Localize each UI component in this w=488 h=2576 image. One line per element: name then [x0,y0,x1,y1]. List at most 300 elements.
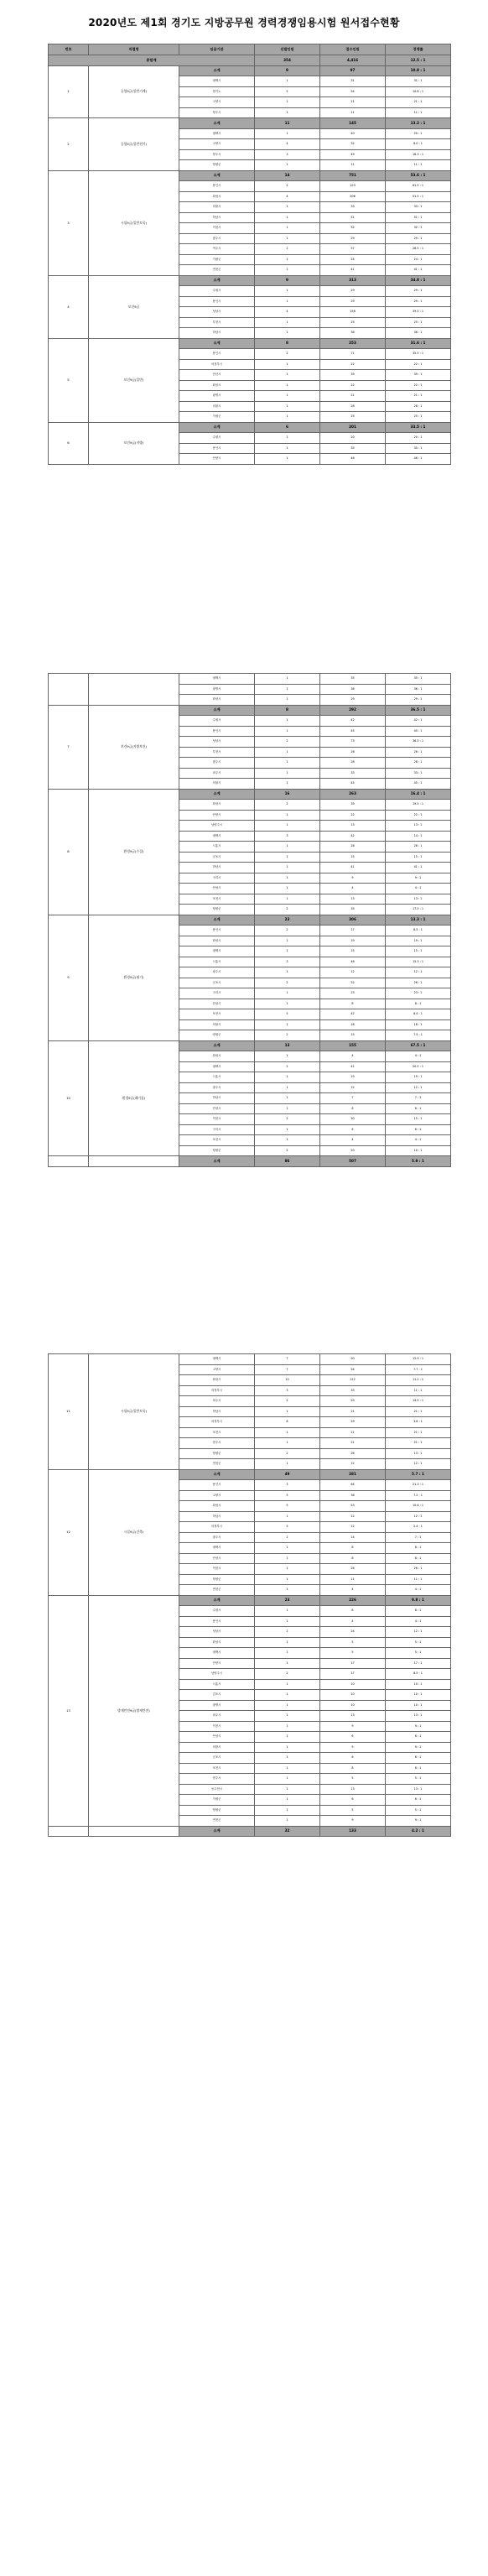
agency-cell: 소계 [179,789,255,800]
agency-cell: 안양시 [179,454,255,465]
selected-cell: 1 [255,821,320,832]
agency-cell: 하남시 [179,1511,255,1522]
agency-cell: 평택시 [179,946,255,957]
selected-cell: 1 [255,999,320,1009]
selected-cell: 23 [255,1595,320,1606]
selected-cell: 1 [255,758,320,769]
agency-cell: 양평군 [179,1145,255,1156]
ratio-cell: 15 : 1 [386,1114,451,1125]
agency-cell: 가평군 [179,412,255,423]
table-row [49,789,451,800]
selected-cell: 8 [255,338,320,349]
ratio-cell: 34.8 : 1 [386,275,451,286]
ratio-cell: 5.9 : 1 [386,1156,451,1167]
agency-cell: 성남시 [179,307,255,318]
applied-cell: 206 [320,191,386,202]
selected-cell: 1 [255,894,320,905]
applied-cell: 8 [320,1543,386,1554]
agency-cell: 연천군 [179,1816,255,1827]
selected-cell: 8 [255,1417,320,1428]
total-label: 총합계 [49,55,255,66]
agency-cell: 양평군 [179,905,255,915]
applied-cell: 158 [320,307,386,318]
ratio-cell: 14 : 1 [386,831,451,842]
group-number: 5 [49,338,89,422]
applied-cell: 29 [320,1396,386,1407]
ratio-cell: 39 : 1 [386,370,451,381]
ratio-cell: 28.5 : 1 [386,244,451,255]
selected-cell: 4 [255,139,320,150]
agency-cell: 소계 [179,1595,255,1606]
ratio-cell: 4 : 1 [386,1585,451,1596]
group-number: 7 [49,705,89,789]
column-header: 임용기관 [179,44,255,55]
ratio-cell: 33.5 : 1 [386,422,451,433]
ratio-cell: 14.5 : 1 [386,1396,451,1407]
ratio-cell: 26 : 1 [386,747,451,758]
agency-cell: 고양시 [179,1364,255,1375]
column-header: 접수인원 [320,44,386,55]
applied-cell: 29 [320,695,386,706]
applied-cell: 10 [320,1700,386,1711]
agency-cell: 소계 [179,118,255,129]
selected-cell: 1 [255,1093,320,1104]
selected-cell: 1 [255,810,320,821]
agency-cell: 의정부시 [179,1522,255,1533]
selected-cell: 7 [255,1354,320,1365]
applied-cell: 15 [320,946,386,957]
position-name: 환경9급(폐기물) [89,1040,179,1156]
applied-cell: 9 [320,1721,386,1732]
applied-cell: 28 [320,401,386,412]
agency-cell: 화성시 [179,1501,255,1512]
applied-cell: 13 [320,1784,386,1795]
ratio-cell: 31.6 : 1 [386,338,451,349]
selected-cell: 1 [255,1753,320,1764]
ratio-cell: 11 : 1 [386,107,451,118]
ratio-cell: 8 : 1 [386,1763,451,1774]
applied-cell: 22 [320,380,386,391]
ratio-cell: 13 : 1 [386,1784,451,1795]
ratio-cell: 51 : 1 [386,212,451,223]
ratio-cell: 39.5 : 1 [386,307,451,318]
agency-cell: 소계 [179,338,255,349]
table-row [49,338,451,349]
agency-cell: 여주시 [179,244,255,255]
selected-cell: 1 [255,160,320,171]
selected-cell: 2 [255,244,320,255]
applied-cell: 15 [320,1030,386,1041]
ratio-cell: 22 : 1 [386,810,451,821]
ratio-cell: 11.2 : 1 [386,1375,451,1386]
ratio-cell: 7.7 : 1 [386,1364,451,1375]
selected-cell: 10 [255,1375,320,1386]
ratio-cell: 36.5 : 1 [386,705,451,716]
selected-cell: 1 [255,1763,320,1774]
applied-cell: 28 [320,842,386,853]
agency-cell: 소계 [179,705,255,716]
ratio-cell: 26 : 1 [386,1564,451,1575]
ratio-cell: 10 : 1 [386,1145,451,1156]
applied-cell: 12 [320,1459,386,1470]
ratio-cell: 31 : 1 [386,76,451,87]
ratio-cell: 21 : 1 [386,391,451,402]
table-page-1 [48,44,450,465]
agency-cell: 소계 [179,170,255,181]
applied-cell: 507 [320,1156,386,1167]
applied-cell: 11 [320,160,386,171]
table-row [49,118,451,129]
agency-cell: 안성시 [179,999,255,1009]
agency-cell: 수원시 [179,716,255,727]
ratio-cell: 4 : 1 [386,1616,451,1627]
selected-cell: 1 [255,988,320,999]
applied-cell: 4 [320,1616,386,1627]
applied-cell: 13 [320,894,386,905]
selected-cell: 1 [255,76,320,87]
applied-cell: 6 [320,1103,386,1114]
agency-cell: 구리시 [179,1124,255,1135]
selected-cell: 8 [255,705,320,716]
applied-cell: 15 [320,852,386,863]
applied-cell: 5 [320,1774,386,1785]
applied-cell: 21 [320,1427,386,1438]
selected-cell: 2 [255,1030,320,1041]
applied-cell: 26 [320,747,386,758]
selected-cell: 1 [255,936,320,946]
ratio-cell: 17.5 : 1 [386,905,451,915]
selected-cell: 49 [255,1469,320,1480]
ratio-cell: 42 : 1 [386,716,451,727]
ratio-cell: 12 : 1 [386,1627,451,1638]
selected-cell: 2 [255,1532,320,1543]
selected-cell: 9 [255,275,320,286]
applied-cell: 33 [320,768,386,779]
ratio-cell: 35 : 1 [386,443,451,454]
selected-cell: 1 [255,1606,320,1617]
applied-cell: 263 [320,789,386,800]
selected-cell: 1 [255,884,320,894]
ratio-cell: 7 : 1 [386,1532,451,1543]
agency-cell: 의왕시 [179,401,255,412]
agency-cell: 구리시 [179,988,255,999]
applied-cell: 36 [320,1490,386,1501]
agency-cell: 하남시 [179,863,255,873]
table-page-2 [48,673,450,1167]
ratio-cell: 41 : 1 [386,265,451,276]
agency-cell: 부천시 [179,317,255,328]
table-page-3 [48,1353,450,1837]
selected-cell: 5 [255,1009,320,1020]
selected-cell: 11 [255,118,320,129]
applied-cell: 32 [320,139,386,150]
group-number: 13 [49,1595,89,1826]
position-name: 시설9급(일반토목) [89,1354,179,1470]
applied-cell: 19 [320,936,386,946]
agency-cell: 소계 [179,65,255,76]
agency-cell: 의왕시 [179,1742,255,1753]
ratio-cell: 26 : 1 [386,978,451,988]
agency-cell: 포천시 [179,1427,255,1438]
selected-cell: 5 [255,1501,320,1512]
ratio-cell: 29 : 1 [386,286,451,297]
applied-cell: 33 [320,202,386,213]
agency-cell: 고양시 [179,1490,255,1501]
agency-cell: 남양주시 [179,1669,255,1680]
selected-cell: 1 [255,443,320,454]
ratio-cell: 28 : 1 [386,842,451,853]
ratio-cell: 33 : 1 [386,768,451,779]
selected-cell: 1 [255,1679,320,1690]
selected-cell: 1 [255,254,320,265]
applied-cell: 24 [320,254,386,265]
ratio-cell: 13 : 1 [386,1711,451,1722]
column-header: 직렬명 [89,44,179,55]
applied-cell: 155 [320,1040,386,1051]
agency-cell: 안성시 [179,884,255,894]
applied-cell: 4 [320,1585,386,1596]
ratio-cell: 45 : 1 [386,726,451,737]
table-row [49,1595,451,1606]
agency-cell: 이천시 [179,223,255,234]
group-number: 6 [49,422,89,464]
position-name [89,1156,179,1167]
ratio-cell: 2.4 : 1 [386,1522,451,1533]
ratio-cell: 6 : 1 [386,1795,451,1806]
applied-cell: 71 [320,349,386,360]
applied-cell: 12 [320,967,386,978]
selected-cell: 1 [255,1511,320,1522]
status-table [48,44,451,465]
agency-cell: 광주시 [179,1532,255,1543]
ratio-cell: 6 : 1 [386,1753,451,1764]
selected-cell: 1 [255,380,320,391]
ratio-cell: 32 : 1 [386,223,451,234]
applied-cell: 10 [320,1679,386,1690]
table-row [49,275,451,286]
table-row [49,1354,451,1365]
applied-cell: 4 [320,884,386,894]
selected-cell: 1 [255,1658,320,1669]
applied-cell: 21 [320,97,386,108]
selected-cell: 86 [255,1156,320,1167]
applied-cell: 41 [320,863,386,873]
selected-cell: 2 [255,1145,320,1156]
applied-cell: 21 [320,391,386,402]
selected-cell: 1 [255,1774,320,1785]
agency-cell: 하남시 [179,1093,255,1104]
applied-cell: 17 [320,1658,386,1669]
applied-cell: 6 [320,1124,386,1135]
ratio-cell: 7.2 : 1 [386,1490,451,1501]
ratio-cell: 8.0 : 1 [386,139,451,150]
ratio-cell: 5 : 1 [386,1774,451,1785]
ratio-cell: 19.5 : 1 [386,800,451,811]
agency-cell: 안양시 [179,810,255,821]
applied-cell: 29 [320,296,386,307]
selected-cell: 1 [255,946,320,957]
ratio-cell: 19 : 1 [386,1072,451,1083]
selected-cell: 1 [255,1406,320,1417]
agency-cell: 군포시 [179,978,255,988]
selected-cell: 1 [255,233,320,244]
ratio-cell: 20 : 1 [386,128,451,139]
agency-cell: 양주시 [179,1774,255,1785]
applied-cell: 14 [320,1532,386,1543]
selected-cell: 5 [255,1490,320,1501]
ratio-cell: 12 : 1 [386,1459,451,1470]
total-ratio: 12.5 : 1 [386,55,451,66]
applied-cell: 13 [320,821,386,832]
ratio-cell: 9 : 1 [386,1816,451,1827]
selected-cell: 1 [255,684,320,695]
position-name: 방재안전9급(방재안전) [89,1595,179,1826]
ratio-cell: 21 : 1 [386,1438,451,1449]
selected-cell: 1 [255,1742,320,1753]
applied-cell: 33 [320,1385,386,1396]
applied-cell: 12 [320,1082,386,1093]
agency-cell: 의정부시 [179,1417,255,1428]
applied-cell: 17 [320,1669,386,1680]
column-header: 번호 [49,44,89,55]
agency-cell: 연천군 [179,265,255,276]
agency-cell: 성남시 [179,737,255,748]
agency-cell: 평택시 [179,1354,255,1365]
selected-cell: 4 [255,191,320,202]
selected-cell: 2 [255,1448,320,1459]
selected-cell: 1 [255,296,320,307]
position-name: 보건9급 [89,275,179,338]
position-name: 보건9급(지방보건) [89,705,179,789]
applied-cell: 39 [320,370,386,381]
group-number: 12 [49,1469,89,1595]
applied-cell: 12 [320,1511,386,1522]
ratio-cell: 10 : 1 [386,1690,451,1701]
position-name: 보건9급(지방) [89,422,179,464]
agency-cell: 포천시 [179,1135,255,1146]
applied-cell: 4 [320,1051,386,1062]
selected-cell: 3 [255,1385,320,1396]
agency-cell: 이천시 [179,1114,255,1125]
applied-cell: 9 [320,873,386,884]
applied-cell: 6 [320,1795,386,1806]
applied-cell: 24 [320,1627,386,1638]
agency-cell: 소계 [179,915,255,926]
applied-cell: 26 [320,1448,386,1459]
selected-cell: 9 [255,65,320,76]
ratio-cell: 45 : 1 [386,779,451,790]
selected-cell: 1 [255,370,320,381]
ratio-cell: 6 : 1 [386,1103,451,1114]
ratio-cell: 12 : 1 [386,1082,451,1093]
position-name: 시설9급(건축) [89,1469,179,1595]
applied-cell: 8 [320,999,386,1009]
ratio-cell: 9 : 1 [386,1742,451,1753]
table-row [49,1156,451,1167]
agency-cell: 화성시 [179,191,255,202]
selected-cell: 1 [255,359,320,370]
position-name [89,1826,179,1837]
selected-cell: 1 [255,1438,320,1449]
selected-cell: 16 [255,789,320,800]
ratio-cell: 12 : 1 [386,967,451,978]
ratio-cell: 5 : 1 [386,1637,451,1648]
agency-cell: 광주시 [179,1082,255,1093]
agency-cell: 화성시 [179,1375,255,1386]
ratio-cell: 4 : 1 [386,884,451,894]
applied-cell: 281 [320,1469,386,1480]
ratio-cell: 11 : 1 [386,160,451,171]
ratio-cell: 6 : 1 [386,1124,451,1135]
ratio-cell: 4.2 : 1 [386,1826,451,1837]
ratio-cell: 35.5 : 1 [386,349,451,360]
position-name [89,674,179,706]
selected-cell: 1 [255,1135,320,1146]
agency-cell: 소계 [179,1040,255,1051]
agency-cell: 부천시 [179,747,255,758]
applied-cell: 6 [320,1732,386,1743]
document-title: 2020년도 제1회 경기도 지방공무원 경력경쟁임용시험 원서접수현황 [88,17,400,29]
applied-cell: 11 [320,1574,386,1585]
selected-cell: 1 [255,1795,320,1806]
ratio-cell: 10.8 : 1 [386,86,451,97]
selected-cell: 2 [255,181,320,192]
table-row [49,1469,451,1480]
applied-cell: 9 [320,1816,386,1827]
applied-cell: 13 [320,1711,386,1722]
agency-cell: 군포시 [179,1753,255,1764]
agency-cell: 양평군 [179,1574,255,1585]
applied-cell: 112 [320,1375,386,1386]
selected-cell: 3 [255,831,320,842]
table-row [49,1826,451,1837]
applied-cell: 12 [320,1522,386,1533]
agency-cell: 연천군 [179,1459,255,1470]
agency-cell: 평택시 [179,831,255,842]
selected-cell: 1 [255,873,320,884]
ratio-cell: 10 : 1 [386,1700,451,1711]
ratio-cell: 12.9 : 1 [386,1354,451,1365]
group-number: 3 [49,170,89,275]
selected-cell: 2 [255,926,320,936]
applied-cell: 6 [320,1753,386,1764]
ratio-cell: 8.5 : 1 [386,1669,451,1680]
ratio-cell: 5 : 1 [386,1805,451,1816]
applied-cell: 20 [320,1145,386,1156]
applied-cell: 133 [320,1826,386,1837]
agency-cell: 양주시 [179,1438,255,1449]
ratio-cell: 22 : 1 [386,359,451,370]
selected-cell: 1 [255,223,320,234]
agency-cell: 의왕시 [179,202,255,213]
table-row [49,1040,451,1051]
selected-cell: 1 [255,1553,320,1564]
selected-cell: 7 [255,1364,320,1375]
applied-cell: 292 [320,705,386,716]
ratio-cell: 10 : 1 [386,1679,451,1690]
ratio-cell: 15 : 1 [386,946,451,957]
applied-cell: 73 [320,737,386,748]
agency-cell: 광주시 [179,233,255,244]
ratio-cell: 8.5 : 1 [386,926,451,936]
applied-cell: 53 [320,1501,386,1512]
group-number: 9 [49,915,89,1040]
agency-cell: 하남시 [179,328,255,339]
ratio-cell: 23 : 1 [386,988,451,999]
agency-cell: 용인시 [179,443,255,454]
ratio-cell: 18 : 1 [386,1019,451,1030]
agency-cell: 광명시 [179,1700,255,1711]
